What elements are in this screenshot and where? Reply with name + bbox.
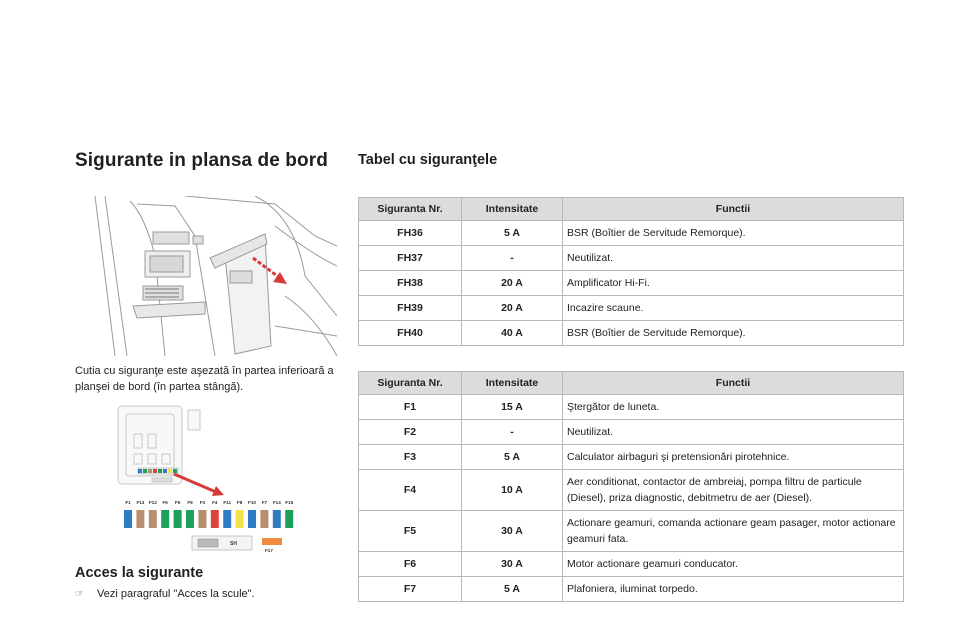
acces-item xyxy=(75,588,255,600)
fuse-block xyxy=(136,510,144,528)
fuse-label: F4 xyxy=(212,500,218,505)
table-row xyxy=(359,511,904,552)
hand-pointer-icon: ☞ xyxy=(75,589,84,600)
fuse-func: Calculator airbaguri şi pretensionări pirotehnice. xyxy=(563,445,904,470)
table-row xyxy=(359,470,904,511)
fuse-nr: F5 xyxy=(359,511,462,552)
header-functii: Functii xyxy=(563,198,904,221)
header-intensitate: Intensitate xyxy=(462,198,563,221)
table-row xyxy=(359,552,904,577)
fuse-table-title: Tabel cu siguranţele xyxy=(358,152,498,168)
fuse-label: F11 xyxy=(223,500,232,505)
fuse-block xyxy=(285,510,293,528)
fuse-box-diagram xyxy=(112,400,312,555)
fuse-label: F3 xyxy=(199,500,206,505)
dashboard-fusebox-illustration xyxy=(75,196,337,358)
fuse-amp: - xyxy=(462,420,563,445)
fuse-label: F13 xyxy=(136,500,145,505)
fuse-label: F1 xyxy=(125,500,131,505)
fuse-nr: FH39 xyxy=(359,296,462,321)
fuse-func: Amplificator Hi-Fi. xyxy=(563,271,904,296)
fuse-label: F10 xyxy=(248,500,256,505)
fuse-nr: F3 xyxy=(359,445,462,470)
fuse-amp: 10 A xyxy=(462,470,563,511)
fuse-block xyxy=(124,510,132,528)
table-row xyxy=(359,221,904,246)
fuse-label: F6 xyxy=(162,500,168,505)
fuse-nr: F7 xyxy=(359,577,462,602)
table-row xyxy=(359,321,904,346)
fuse-block xyxy=(161,510,169,528)
fuse-label: F15 xyxy=(285,500,294,505)
fuse-nr: F2 xyxy=(359,420,462,445)
red-arrow-icon xyxy=(174,474,224,496)
fuse-block xyxy=(186,510,194,528)
fuse-func: BSR (Boîtier de Servitude Remorque). xyxy=(563,321,904,346)
fuse-nr: F6 xyxy=(359,552,462,577)
fuse-block xyxy=(248,510,256,528)
fuse-nr: FH37 xyxy=(359,246,462,271)
fuse-amp: 5 A xyxy=(462,445,563,470)
fuse-label: F7 xyxy=(261,500,268,505)
fuse-block xyxy=(273,510,281,528)
fuse-block xyxy=(198,510,206,528)
fuse-label: F9 xyxy=(187,500,193,505)
fuse-nr: FH40 xyxy=(359,321,462,346)
f17-fuse xyxy=(262,538,282,545)
f17-label: F17 xyxy=(265,548,273,553)
fuse-func: BSR (Boîtier de Servitude Remorque). xyxy=(563,221,904,246)
fuse-label: F5 xyxy=(174,500,181,505)
header-functii: Functii xyxy=(563,372,904,395)
header-nr: Siguranta Nr. xyxy=(359,198,462,221)
fuse-amp: 40 A xyxy=(462,321,563,346)
table-row xyxy=(359,445,904,470)
fuse-func: Motor actionare geamuri conducator. xyxy=(563,552,904,577)
table-row xyxy=(359,296,904,321)
fuse-nr: F4 xyxy=(359,470,462,511)
fuse-block xyxy=(236,510,244,528)
fuse-func: Neutilizat. xyxy=(563,420,904,445)
fuse-amp: 5 A xyxy=(462,577,563,602)
fuse-table-f xyxy=(358,371,904,602)
fuse-amp: 5 A xyxy=(462,221,563,246)
fuse-func: Plafoniera, iluminat torpedo. xyxy=(563,577,904,602)
table-row xyxy=(359,577,904,602)
fuse-func: Ştergător de luneta. xyxy=(563,395,904,420)
fuse-block xyxy=(260,510,268,528)
fuse-block xyxy=(149,510,157,528)
fuse-block xyxy=(211,510,219,528)
header-intensitate: Intensitate xyxy=(462,372,563,395)
fuse-row-small xyxy=(138,468,178,474)
table-row xyxy=(359,246,904,271)
fuse-block xyxy=(174,510,182,528)
sh-label: SH xyxy=(230,541,237,547)
table-row xyxy=(359,395,904,420)
fuse-amp: 30 A xyxy=(462,552,563,577)
fuse-amp: 30 A xyxy=(462,511,563,552)
table-row xyxy=(359,271,904,296)
fuse-block xyxy=(223,510,231,528)
fuse-label: F12 xyxy=(148,500,157,505)
fuse-nr: FH36 xyxy=(359,221,462,246)
page-title: Sigurante in plansa de bord xyxy=(75,150,328,171)
fuse-nr: FH38 xyxy=(359,271,462,296)
fuse-table-fh xyxy=(358,197,904,346)
fuse-func: Incazire scaune. xyxy=(563,296,904,321)
table-row xyxy=(359,420,904,445)
fuse-label: F14 xyxy=(272,500,281,505)
fuse-amp: - xyxy=(462,246,563,271)
fuse-amp: 20 A xyxy=(462,271,563,296)
acces-text: Vezi paragraful "Acces la scule". xyxy=(97,588,255,600)
fuse-func: Neutilizat. xyxy=(563,246,904,271)
fuse-func: Actionare geamuri, comanda actionare geam pasager, motor actionare geamuri fata. xyxy=(563,511,904,552)
fuse-func: Aer conditionat, contactor de ambreiaj, pompa filtru de particule (Diesel), priza diagnostic, debitmetru de aer (Diesel). xyxy=(563,470,904,511)
acces-title: Acces la sigurante xyxy=(75,565,204,581)
fuse-amp: 20 A xyxy=(462,296,563,321)
fuse-amp: 15 A xyxy=(462,395,563,420)
fusebox-location-caption: Cutia cu siguranţe este aşezată în partea inferioară a planşei de bord (în partea stângă). xyxy=(75,365,334,393)
header-nr: Siguranta Nr. xyxy=(359,372,462,395)
fuse-nr: F1 xyxy=(359,395,462,420)
fuse-label: F8 xyxy=(236,500,243,505)
